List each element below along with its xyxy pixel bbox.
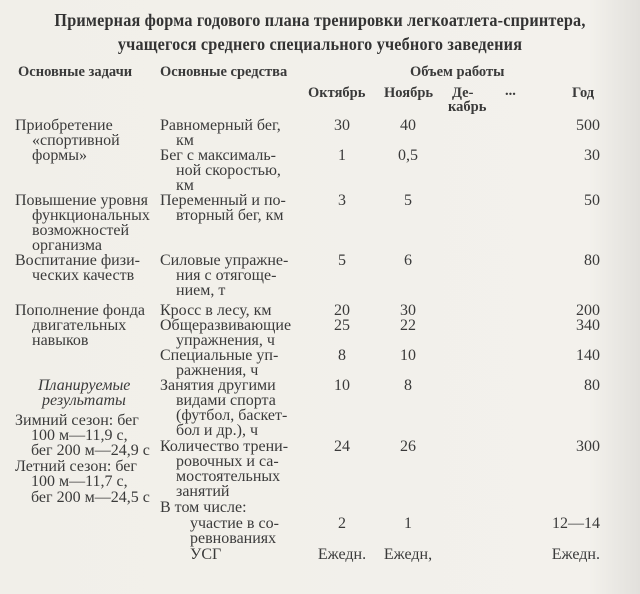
- task-text: ческих качеств: [32, 267, 135, 284]
- means-text: ражнения, ч: [176, 362, 259, 379]
- means-text: В том числе:: [160, 499, 247, 516]
- means-text: км: [176, 132, 194, 149]
- means-text: видами спорта: [176, 392, 276, 409]
- value-year: 340: [576, 317, 600, 334]
- header-tasks: Основные задачи: [18, 64, 133, 80]
- task-text: функциональных: [32, 207, 150, 224]
- task-text: Приобретение: [15, 117, 113, 134]
- task-text: формы»: [32, 147, 87, 164]
- value-year: 500: [576, 117, 600, 134]
- means-text: нием, т: [176, 282, 226, 299]
- result-text: Зимний сезон: бег: [15, 412, 139, 429]
- value-october: 25: [334, 317, 350, 334]
- header-december-1: Де-: [452, 85, 474, 101]
- value-october: 20: [334, 302, 350, 319]
- means-text: Количество трени-: [160, 438, 289, 455]
- value-november: Ежедн,: [383, 546, 433, 563]
- value-november: 26: [400, 438, 416, 455]
- value-year: 80: [584, 377, 600, 394]
- value-year: 50: [584, 192, 600, 209]
- means-text: Специальные уп-: [160, 347, 279, 364]
- value-october: Ежедн.: [317, 546, 367, 563]
- value-november: 10: [400, 347, 416, 364]
- value-october: 3: [338, 192, 346, 209]
- means-text: Равномерный бег,: [160, 117, 281, 134]
- task-text: двигательных: [32, 317, 127, 334]
- means-text: мостоятельных: [176, 468, 281, 485]
- value-november: 5: [404, 192, 412, 209]
- task-text: Пополнение фонда: [15, 302, 145, 319]
- value-year: 80: [584, 252, 600, 269]
- value-november: 1: [404, 515, 412, 532]
- value-october: 8: [338, 347, 346, 364]
- header-november: Ноябрь: [384, 85, 434, 101]
- means-text: УСГ: [190, 546, 222, 563]
- means-text: Кросс в лесу, км: [160, 302, 272, 319]
- value-october: 2: [338, 515, 346, 532]
- means-text: вторный бег, км: [176, 207, 284, 224]
- value-november: 22: [400, 317, 416, 334]
- value-year: 140: [576, 347, 600, 364]
- task-text: навыков: [32, 332, 89, 349]
- means-text: Бег с максималь-: [160, 147, 276, 164]
- means-text: Занятия другими: [160, 377, 276, 394]
- document-title-line-2: учащегося среднего специального учебного заведения: [117, 34, 523, 54]
- value-year: 300: [576, 438, 600, 455]
- means-text: ровочных и са-: [176, 453, 279, 470]
- means-text: занятий: [176, 483, 230, 500]
- result-text: 100 м—11,9 с,: [31, 427, 128, 444]
- task-text: Повышение уровня: [15, 192, 148, 209]
- value-november: 30: [400, 302, 416, 319]
- value-year: 12—14: [552, 515, 600, 532]
- document-title-line-1: Примерная форма годового плана тренировки легкоатлета-спринтера,: [54, 10, 586, 30]
- value-october: 24: [334, 438, 350, 455]
- header-ellipsis: ...: [505, 83, 516, 99]
- task-text: организма: [32, 237, 102, 254]
- result-text: Летний сезон: бег: [15, 458, 137, 475]
- header-december-2: кабрь: [448, 99, 487, 115]
- result-text: бег 200 м—24,5 с: [31, 489, 150, 506]
- value-year: 30: [584, 147, 600, 164]
- task-text: Воспитание физи-: [15, 252, 140, 269]
- value-october: 10: [334, 377, 350, 394]
- means-text: упражнения, ч: [176, 332, 275, 349]
- header-october: Октябрь: [308, 85, 366, 101]
- header-volume: Объем работы: [410, 64, 505, 80]
- means-text: ной скоростью,: [176, 162, 281, 179]
- means-text: км: [176, 177, 194, 194]
- value-november: 0,5: [398, 147, 418, 164]
- header-means: Основные средства: [160, 64, 288, 80]
- task-text: возможностей: [32, 222, 130, 239]
- value-year: 200: [576, 302, 600, 319]
- value-october: 5: [338, 252, 346, 269]
- value-year: Ежедн.: [551, 546, 600, 563]
- means-text: ревнованиях: [190, 530, 277, 547]
- result-text: бег 200 м—24,9 с: [31, 442, 150, 459]
- value-october: 30: [334, 117, 350, 134]
- value-november: 8: [404, 377, 412, 394]
- means-text: Переменный и по-: [160, 192, 286, 209]
- value-october: 1: [338, 147, 346, 164]
- means-text: Общеразвивающие: [160, 317, 292, 334]
- results-heading: результаты: [42, 392, 126, 409]
- means-text: бол и др.), ч: [176, 422, 258, 439]
- value-november: 6: [404, 252, 412, 269]
- means-text: Силовые упражне-: [160, 252, 289, 269]
- results-heading: Планируемые: [38, 377, 131, 394]
- header-year: Год: [572, 85, 595, 101]
- means-text: участие в со-: [190, 515, 279, 532]
- result-text: 100 м—11,7 с,: [31, 473, 128, 490]
- means-text: ния с отягоще-: [176, 267, 277, 284]
- value-november: 40: [400, 117, 416, 134]
- task-text: «спортивной: [32, 132, 120, 149]
- means-text: (футбол, баскет-: [176, 407, 288, 424]
